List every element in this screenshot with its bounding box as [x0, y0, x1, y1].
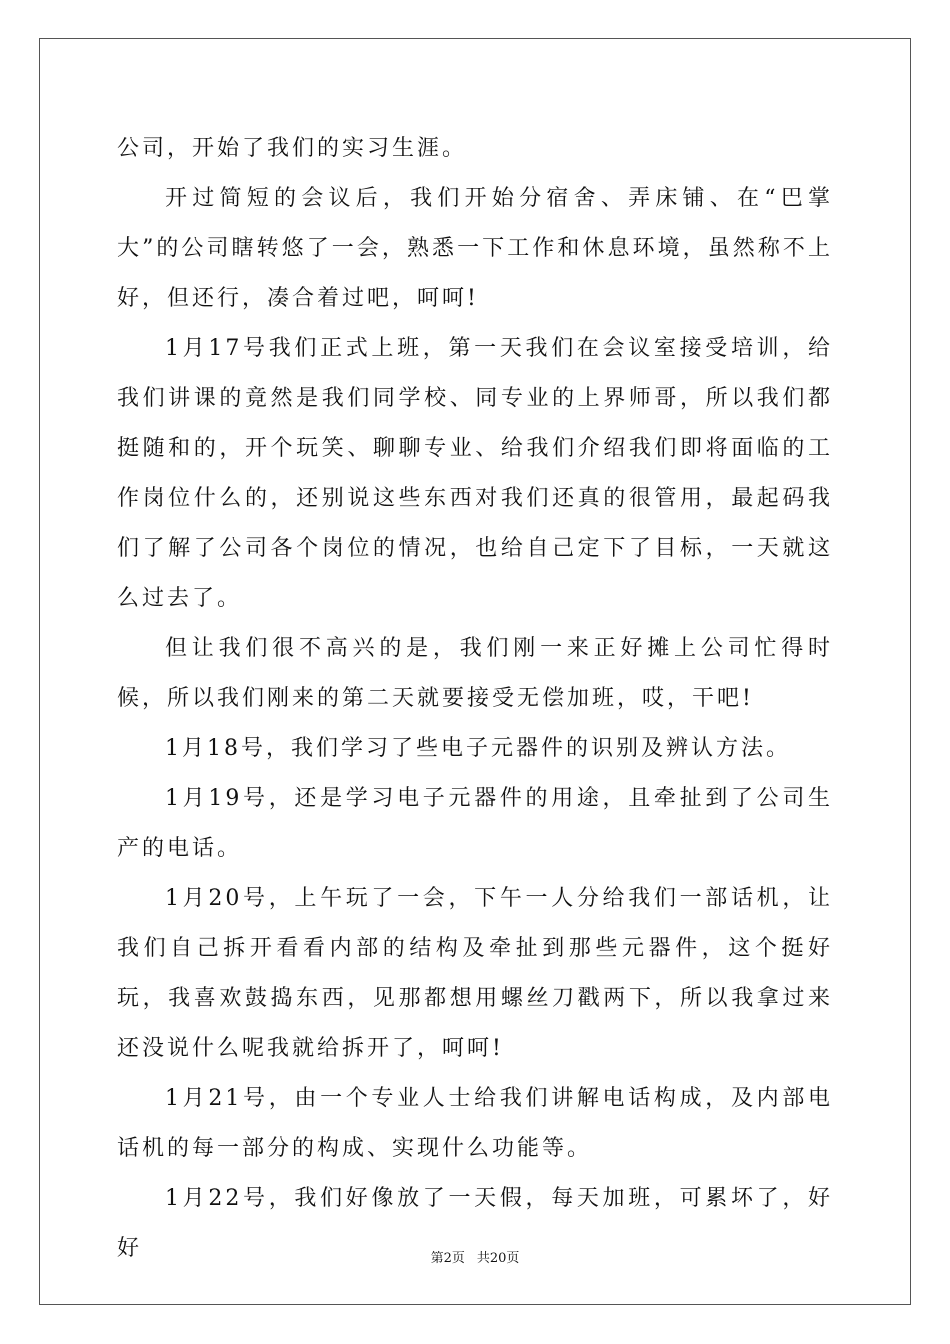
paragraph: 公司，开始了我们的实习生涯。 — [117, 136, 468, 161]
paragraph: 1月18号，我们学习了些电子元器件的识别及辨认方法。 — [165, 736, 791, 761]
page-footer — [0, 1247, 950, 1266]
paragraph: 1月19号，还是学习电子元器件的用途，且牵扯到了公司生产的电话。 — [117, 786, 833, 861]
paragraph: 开过简短的会议后，我们开始分宿舍、弄床铺、在“巴掌大”的公司瞎转悠了一会，熟悉一下工作和休息环境，虽然称不上好，但还行，凑合着过吧，呵呵! — [117, 186, 833, 311]
total-pages-label: 共20页 — [476, 1251, 520, 1266]
document-body — [117, 124, 833, 1274]
paragraph: 1月22号，我们好像放了一天假，每天加班，可累坏了，好好 — [117, 1186, 833, 1261]
paragraph: 1月20号，上午玩了一会，下午一人分给我们一部话机，让我们自己拆开看看内部的结构及牵扯到那些元器件，这个挺好玩，我喜欢鼓捣东西，见那都想用螺丝刀戳两下，所以我拿过来还没说什么呢我就给拆开了，呵呵! — [117, 886, 833, 1061]
paragraph: 但让我们很不高兴的是，我们刚一来正好摊上公司忙得时候，所以我们刚来的第二天就要接受无偿加班，哎，干吧! — [117, 636, 833, 711]
current-page-label: 第2页 — [430, 1251, 465, 1266]
paragraph: 1月17号我们正式上班，第一天我们在会议室接受培训，给我们讲课的竟然是我们同学校、同专业的上界师哥，所以我们都挺随和的，开个玩笑、聊聊专业、给我们介绍我们即将面临的工作岗位什么的，还别说这些东西对我们还真的很管用，最起码我们了解了公司各个岗位的情况，也给自己定下了目标，一天就这么过去了。 — [117, 336, 833, 611]
paragraph: 1月21号，由一个专业人士给我们讲解电话构成，及内部电话机的每一部分的构成、实现什么功能等。 — [117, 1086, 833, 1161]
